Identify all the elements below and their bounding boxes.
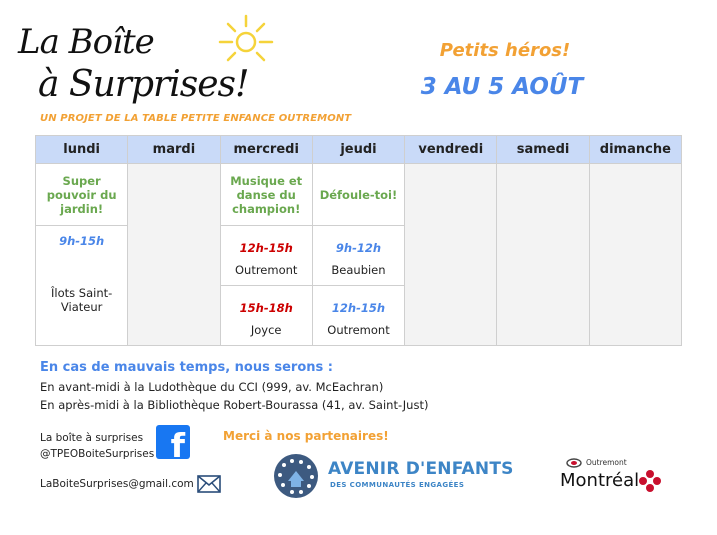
time-jeudi-2: 12h-15h [331,300,386,315]
avenir-subtitle: DES COMMUNAUTÉS ENGAGÉES [330,481,465,489]
facebook-handle[interactable]: @TPEOBoiteSurprises [40,448,155,460]
weather-afternoon: En après-midi à la Bibliothèque Robert-Bourassa (41, av. Saint-Just) [40,398,429,412]
montreal-crest-icon [566,458,582,468]
logo-line-1: La Boîte [18,22,154,62]
slot-mercredi-2 [220,286,312,346]
empty-vendredi [405,164,497,346]
montreal-logo [556,456,666,496]
avenir-name: AVENIR D'ENFANTS [328,459,514,479]
location-jeudi-1: Beaubien [331,262,386,277]
header-jeudi: jeudi [312,136,404,164]
header-mercredi: mercredi [220,136,312,164]
avenir-globe-icon [270,451,322,501]
event-title: Petits héros! [439,40,571,61]
facebook-glyph: f [170,426,185,465]
montreal-rosette-icon [638,469,662,493]
header-lundi: lundi [36,136,128,164]
schedule-header-row [36,136,682,164]
weather-morning: En avant-midi à la Ludothèque du CCI (999, av. McEachran) [40,380,384,394]
empty-samedi [497,164,589,346]
weather-title: En cas de mauvais temps, nous serons : [40,360,333,375]
empty-dimanche [589,164,681,346]
header-mardi: mardi [128,136,220,164]
location-mercredi-1: Outremont [234,262,298,277]
time-mercredi-2: 15h-18h [239,300,293,315]
montreal-borough: Outremont [586,458,627,467]
logo [18,12,308,112]
activity-row [36,164,682,226]
slot-jeudi-2 [312,286,404,346]
location-jeudi-2: Outremont [327,322,390,337]
empty-mardi [128,164,220,346]
slot-jeudi-1 [312,226,404,286]
facebook-name: La boîte à surprises [40,432,144,444]
project-subtitle: UN PROJET DE LA TABLE PETITE ENFANCE OUTREMONT [40,113,352,124]
activity-mercredi: Musique et danse du champion! [220,164,312,226]
partners-thanks: Merci à nos partenaires! [223,429,389,443]
montreal-name: Montréal [560,470,640,491]
slot-lundi [36,226,128,346]
header-samedi: samedi [497,136,589,164]
avenir-enfants-logo [270,451,520,501]
location-lundi: Îlots Saint-Viateur [51,286,113,314]
activity-lundi: Super pouvoir du jardin! [36,164,128,226]
location-mercredi-2: Joyce [250,322,282,337]
time-lundi: 9h-15h [59,234,105,248]
header-vendredi: vendredi [405,136,497,164]
sun-icon [218,12,288,72]
email-address[interactable]: LaBoiteSurprises@gmail.com [40,478,194,490]
schedule-table [35,135,682,346]
slot-mercredi-1 [220,226,312,286]
mail-icon[interactable] [197,474,221,494]
time-mercredi-1: 12h-15h [239,240,293,255]
event-dates: 3 AU 5 AOÛT [420,74,584,100]
activity-jeudi: Défoule-toi! [312,164,404,226]
facebook-icon[interactable] [156,425,190,465]
time-jeudi-1: 9h-12h [335,240,382,255]
logo-line-2: à Surprises! [38,64,249,105]
header-dimanche: dimanche [589,136,681,164]
